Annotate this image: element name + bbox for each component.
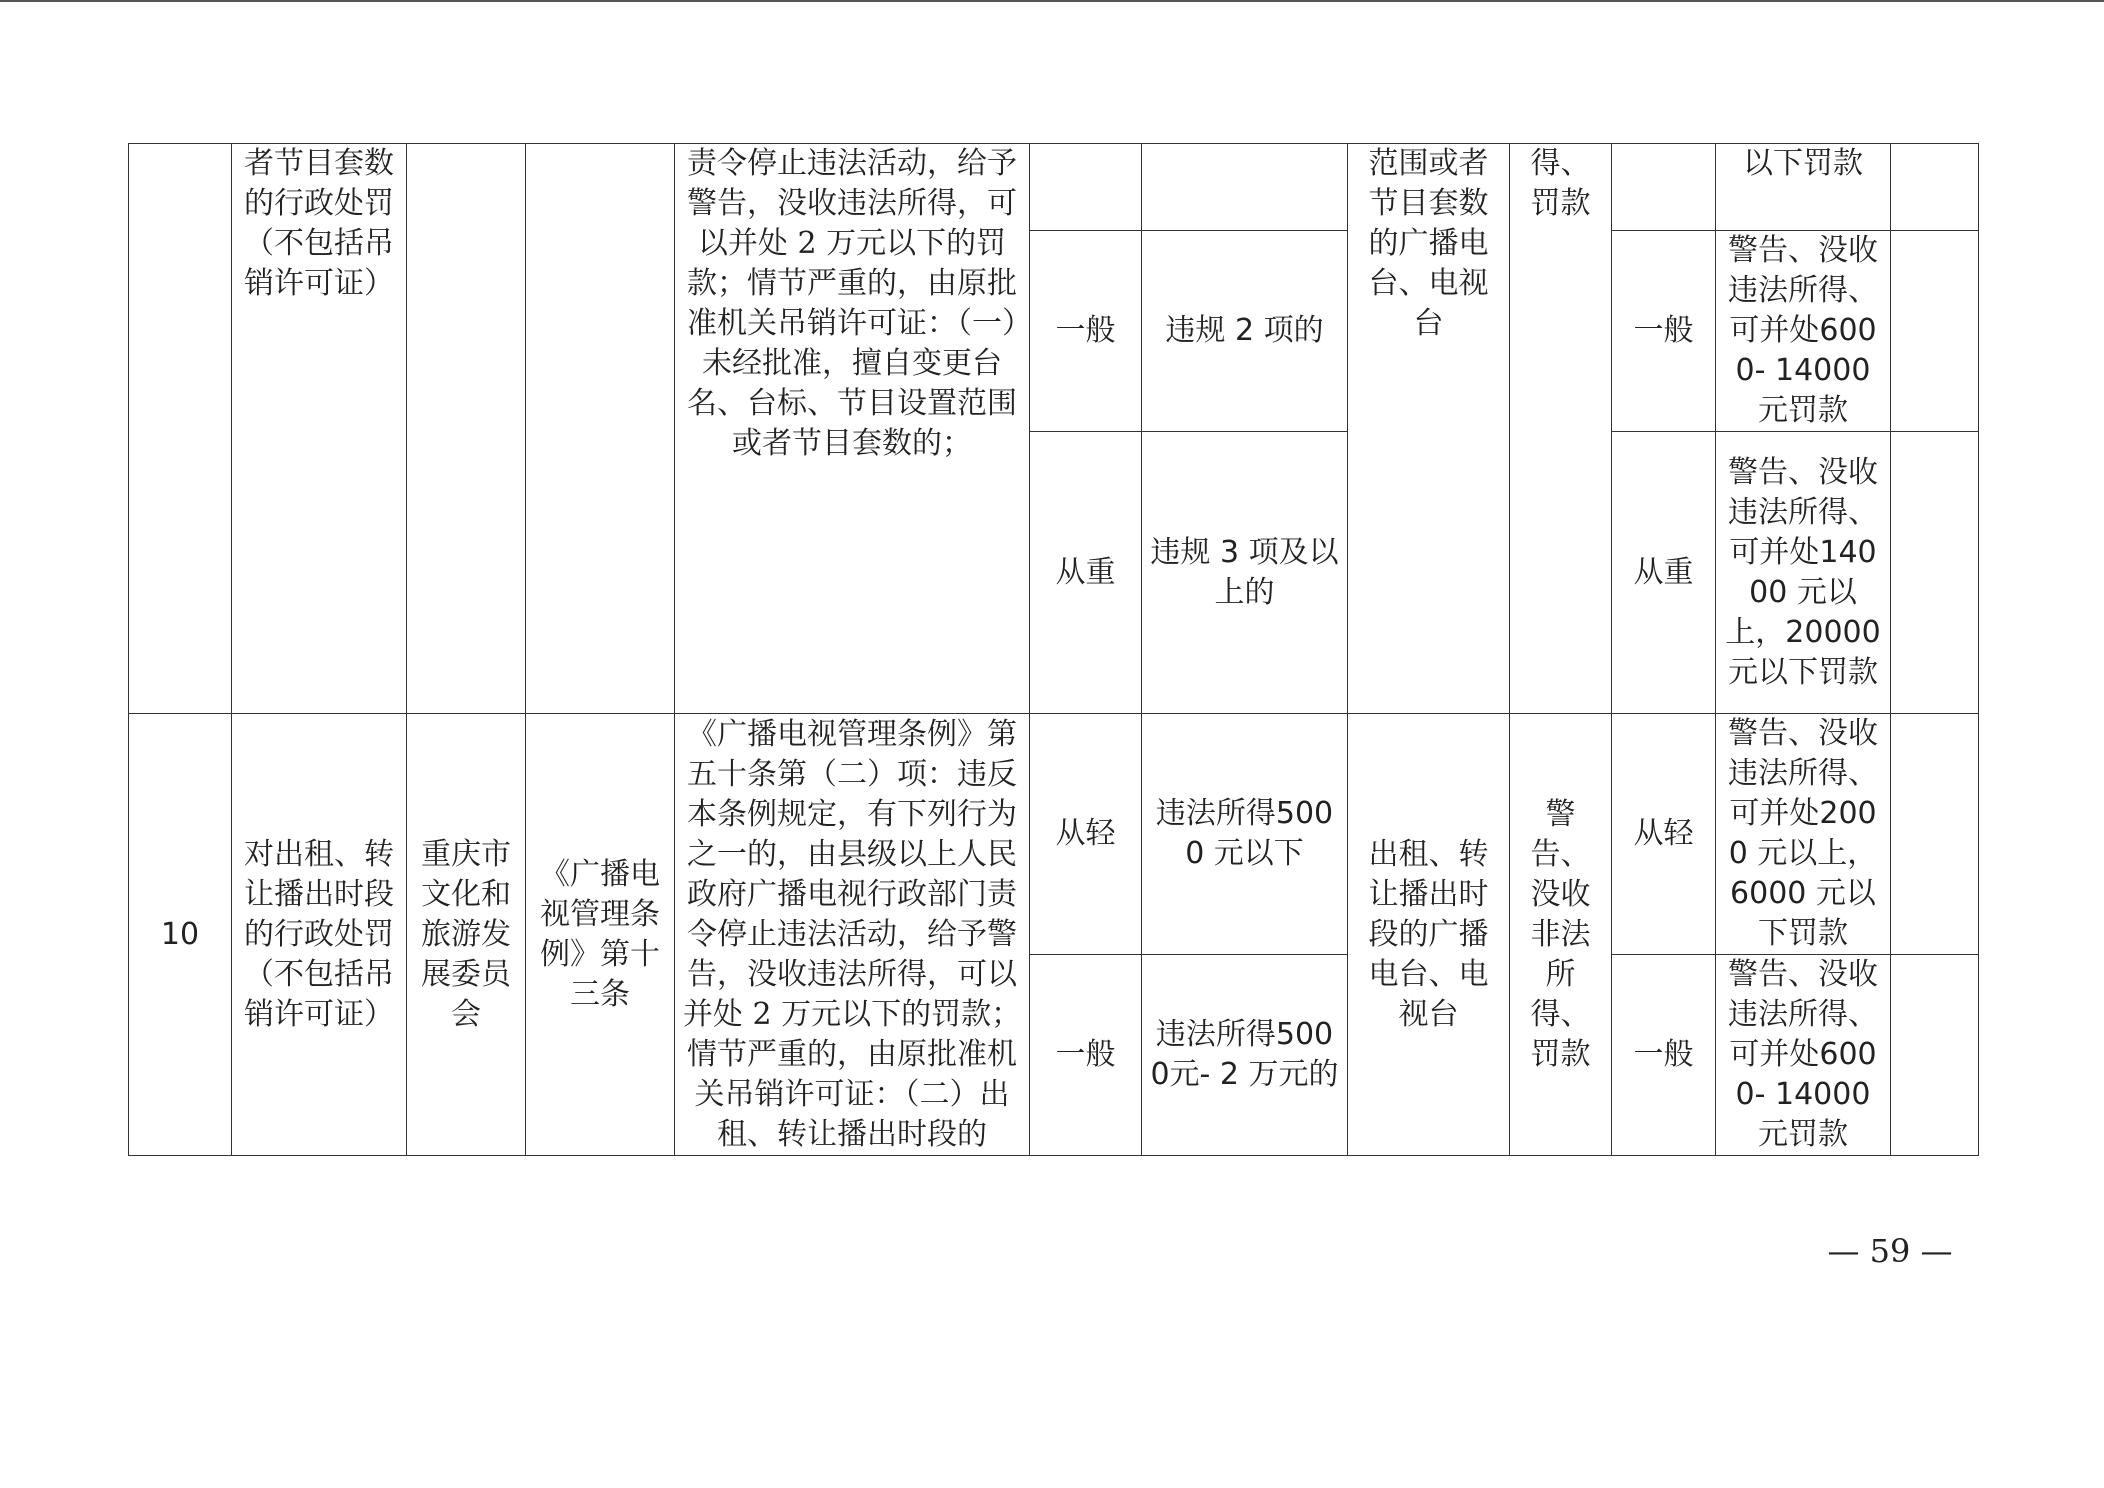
seq-cell: 10 [129,714,232,1156]
penalty-level-cell [1612,144,1716,231]
item-name-cell: 对出租、转让播出时段的行政处罚（不包括吊销许可证） [232,714,407,1156]
remark-cell [1891,231,1979,432]
page-top-border [0,0,2104,2]
penalty-type-cell: 警告、没收非法所得、罚款 [1510,714,1612,1156]
penalty-standard-cell: 警告、没收违法所得、可并处14000 元以上，20000 元以下罚款 [1716,432,1891,714]
basis-cell [526,144,675,714]
table-row [129,144,1979,231]
penalty-level-cell: 从重 [1612,432,1716,714]
legal-text-cell: 责令停止违法活动，给予警告，没收违法所得，可以并处 2 万元以下的罚款；情节严重的，由原批准机关吊销许可证：（一）未经批准，擅自变更台名、台标、节目设置范围或者节目套数的； [675,144,1030,714]
situation-cell: 违规 2 项的 [1142,231,1348,432]
seq-cell [129,144,232,714]
basis-cell: 《广播电视管理条例》第十三条 [526,714,675,1156]
penalty-standard-cell: 以下罚款 [1716,144,1891,231]
situation-cell: 违规 3 项及以上的 [1142,432,1348,714]
remark-cell [1891,144,1979,231]
remark-cell [1891,432,1979,714]
penalty-discretion-table [128,143,1979,1156]
level-cell: 从重 [1030,432,1142,714]
penalty-level-cell: 一般 [1612,231,1716,432]
item-name-cell: 者节目套数的行政处罚（不包括吊销许可证） [232,144,407,714]
situation-cell: 违法所得5000 元以下 [1142,714,1348,955]
level-cell: 一般 [1030,955,1142,1156]
applicable-subject-cell: 范围或者节目套数的广播电台、电视台 [1348,144,1510,714]
situation-cell [1142,144,1348,231]
level-cell: 从轻 [1030,714,1142,955]
level-cell: 一般 [1030,231,1142,432]
department-cell [407,144,526,714]
penalty-type-cell: 得、罚款 [1510,144,1612,714]
penalty-level-cell: 从轻 [1612,714,1716,955]
remark-cell [1891,714,1979,955]
penalty-standard-cell: 警告、没收违法所得、可并处2000 元以上，6000 元以下罚款 [1716,714,1891,955]
applicable-subject-cell: 出租、转让播出时段的广播电台、电视台 [1348,714,1510,1156]
remark-cell [1891,955,1979,1156]
penalty-standard-cell: 警告、没收违法所得、可并处6000- 14000 元罚款 [1716,231,1891,432]
department-cell: 重庆市文化和旅游发展委员会 [407,714,526,1156]
page-number: — 59 — [1827,1232,1953,1270]
situation-cell: 违法所得5000元- 2 万元的 [1142,955,1348,1156]
penalty-level-cell: 一般 [1612,955,1716,1156]
penalty-standard-cell: 警告、没收违法所得、可并处6000- 14000 元罚款 [1716,955,1891,1156]
level-cell [1030,144,1142,231]
legal-text-cell: 《广播电视管理条例》第五十条第（二）项：违反本条例规定，有下列行为之一的，由县级以上人民政府广播电视行政部门责令停止违法活动，给予警告，没收违法所得，可以并处 2 万元以下的罚款；情节严重的，由原批准机关吊销许可证：（二）出租、转让播出时段的 [675,714,1030,1156]
table-row [129,714,1979,955]
